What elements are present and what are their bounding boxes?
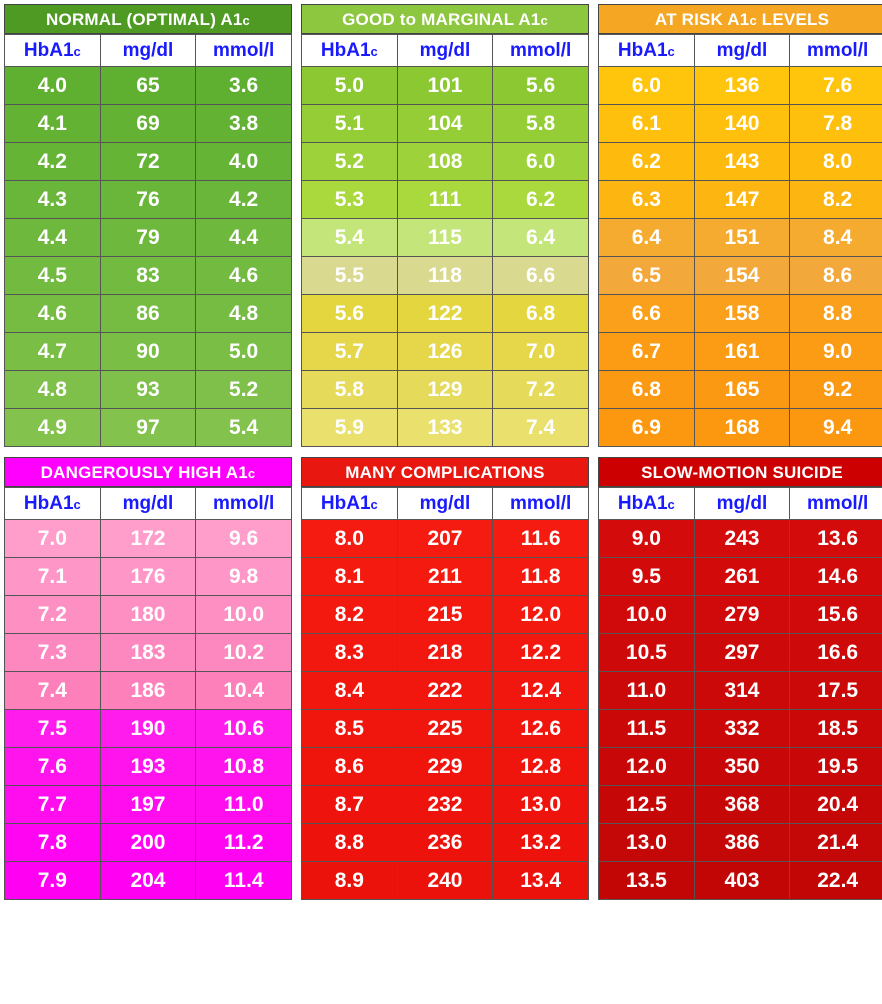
cell-mmol: 11.2: [196, 824, 292, 862]
cell-mmol: 12.4: [493, 672, 589, 710]
cell-a1c: 4.7: [5, 333, 101, 371]
cell-mmol: 12.8: [493, 748, 589, 786]
cell-a1c: 5.6: [302, 295, 398, 333]
cell-mmol: 7.8: [790, 105, 882, 143]
cell-mmol: 6.0: [493, 143, 589, 181]
cell-a1c: 6.5: [599, 257, 695, 295]
cell-mgdl: 72: [100, 143, 196, 181]
table-row: [599, 520, 882, 558]
cell-mgdl: 193: [100, 748, 196, 786]
cell-a1c: 6.6: [599, 295, 695, 333]
cell-mgdl: 165: [694, 371, 790, 409]
cell-mgdl: 222: [397, 672, 493, 710]
cell-mmol: 4.6: [196, 257, 292, 295]
table-row: [5, 862, 292, 900]
cell-mgdl: 229: [397, 748, 493, 786]
cell-a1c: 8.0: [302, 520, 398, 558]
cell-mgdl: 161: [694, 333, 790, 371]
column-header: HbA1c: [5, 488, 101, 520]
cell-mgdl: 368: [694, 786, 790, 824]
cell-a1c: 11.5: [599, 710, 695, 748]
table-row: [302, 143, 589, 181]
cell-mmol: 13.2: [493, 824, 589, 862]
table-header-row: [5, 488, 292, 520]
cell-mgdl: 172: [100, 520, 196, 558]
table-row: [5, 596, 292, 634]
cell-mgdl: 140: [694, 105, 790, 143]
cell-a1c: 6.9: [599, 409, 695, 447]
cell-a1c: 4.3: [5, 181, 101, 219]
table-row: [5, 333, 292, 371]
cell-mgdl: 180: [100, 596, 196, 634]
cell-mmol: 14.6: [790, 558, 882, 596]
cell-mgdl: 136: [694, 67, 790, 105]
cell-a1c: 5.9: [302, 409, 398, 447]
cell-mgdl: 151: [694, 219, 790, 257]
table-row: [599, 672, 882, 710]
table-row: [5, 672, 292, 710]
cell-a1c: 12.0: [599, 748, 695, 786]
cell-a1c: 7.6: [5, 748, 101, 786]
column-header: HbA1c: [599, 35, 695, 67]
cell-mgdl: 218: [397, 634, 493, 672]
table-header-row: [5, 35, 292, 67]
table-row: [302, 596, 589, 634]
table-row: [302, 371, 589, 409]
cell-mmol: 5.2: [196, 371, 292, 409]
table-header-row: [599, 488, 882, 520]
table-row: [599, 143, 882, 181]
cell-a1c: 7.4: [5, 672, 101, 710]
cell-mgdl: 403: [694, 862, 790, 900]
cell-mgdl: 133: [397, 409, 493, 447]
cell-mgdl: 386: [694, 824, 790, 862]
cell-a1c: 8.9: [302, 862, 398, 900]
table-row: [5, 105, 292, 143]
cell-mgdl: 111: [397, 181, 493, 219]
a1c-panel: [301, 4, 589, 447]
cell-mmol: 20.4: [790, 786, 882, 824]
table-row: [5, 634, 292, 672]
cell-mmol: 6.8: [493, 295, 589, 333]
cell-a1c: 10.0: [599, 596, 695, 634]
table-row: [599, 786, 882, 824]
cell-mgdl: 90: [100, 333, 196, 371]
cell-mgdl: 154: [694, 257, 790, 295]
cell-mgdl: 232: [397, 786, 493, 824]
cell-mmol: 15.6: [790, 596, 882, 634]
cell-mgdl: 190: [100, 710, 196, 748]
a1c-table: [598, 34, 882, 447]
table-row: [599, 596, 882, 634]
cell-mgdl: 122: [397, 295, 493, 333]
cell-mmol: 9.2: [790, 371, 882, 409]
column-header: mg/dl: [694, 35, 790, 67]
table-row: [599, 634, 882, 672]
table-row: [302, 333, 589, 371]
cell-mgdl: 176: [100, 558, 196, 596]
cell-a1c: 7.1: [5, 558, 101, 596]
cell-mgdl: 93: [100, 371, 196, 409]
cell-a1c: 12.5: [599, 786, 695, 824]
column-header: HbA1c: [5, 35, 101, 67]
cell-mgdl: 207: [397, 520, 493, 558]
cell-a1c: 8.6: [302, 748, 398, 786]
cell-mmol: 4.0: [196, 143, 292, 181]
cell-mmol: 9.6: [196, 520, 292, 558]
cell-mmol: 4.2: [196, 181, 292, 219]
a1c-panel: [598, 4, 882, 447]
table-row: [599, 748, 882, 786]
table-row: [599, 295, 882, 333]
column-header: mg/dl: [397, 35, 493, 67]
table-row: [599, 409, 882, 447]
cell-a1c: 9.0: [599, 520, 695, 558]
cell-mmol: 11.0: [196, 786, 292, 824]
cell-mgdl: 168: [694, 409, 790, 447]
cell-mmol: 8.4: [790, 219, 882, 257]
cell-mmol: 6.6: [493, 257, 589, 295]
table-row: [5, 786, 292, 824]
cell-mmol: 11.8: [493, 558, 589, 596]
column-header: mmol/l: [493, 488, 589, 520]
cell-mmol: 11.4: [196, 862, 292, 900]
cell-mgdl: 186: [100, 672, 196, 710]
cell-mmol: 22.4: [790, 862, 882, 900]
cell-a1c: 5.7: [302, 333, 398, 371]
cell-a1c: 5.8: [302, 371, 398, 409]
cell-a1c: 6.8: [599, 371, 695, 409]
cell-a1c: 4.1: [5, 105, 101, 143]
table-row: [599, 333, 882, 371]
cell-mmol: 13.0: [493, 786, 589, 824]
cell-mmol: 4.4: [196, 219, 292, 257]
cell-mgdl: 225: [397, 710, 493, 748]
table-row: [5, 143, 292, 181]
cell-a1c: 7.9: [5, 862, 101, 900]
column-header: HbA1c: [302, 35, 398, 67]
cell-mmol: 10.2: [196, 634, 292, 672]
table-row: [599, 181, 882, 219]
cell-mmol: 4.8: [196, 295, 292, 333]
cell-mgdl: 76: [100, 181, 196, 219]
a1c-panel: [301, 457, 589, 900]
cell-a1c: 8.7: [302, 786, 398, 824]
cell-a1c: 8.8: [302, 824, 398, 862]
cell-mgdl: 183: [100, 634, 196, 672]
cell-mgdl: 158: [694, 295, 790, 333]
panel-title: NORMAL (OPTIMAL) A1c: [4, 4, 292, 34]
table-row: [302, 862, 589, 900]
cell-a1c: 7.0: [5, 520, 101, 558]
cell-a1c: 5.1: [302, 105, 398, 143]
cell-a1c: 4.2: [5, 143, 101, 181]
cell-mgdl: 147: [694, 181, 790, 219]
table-row: [302, 520, 589, 558]
cell-mgdl: 261: [694, 558, 790, 596]
cell-a1c: 6.2: [599, 143, 695, 181]
cell-mmol: 18.5: [790, 710, 882, 748]
cell-a1c: 8.1: [302, 558, 398, 596]
table-row: [5, 710, 292, 748]
table-row: [302, 748, 589, 786]
column-header: mg/dl: [100, 488, 196, 520]
cell-mmol: 19.5: [790, 748, 882, 786]
panel-title: MANY COMPLICATIONS: [301, 457, 589, 487]
table-row: [599, 257, 882, 295]
cell-mgdl: 350: [694, 748, 790, 786]
cell-mmol: 7.2: [493, 371, 589, 409]
cell-mmol: 12.6: [493, 710, 589, 748]
cell-mmol: 9.4: [790, 409, 882, 447]
cell-mmol: 10.4: [196, 672, 292, 710]
cell-mgdl: 215: [397, 596, 493, 634]
table-row: [599, 105, 882, 143]
table-row: [302, 786, 589, 824]
cell-mmol: 10.8: [196, 748, 292, 786]
table-row: [599, 862, 882, 900]
a1c-table: [4, 487, 292, 900]
table-row: [5, 67, 292, 105]
a1c-panel: [598, 457, 882, 900]
cell-mgdl: 115: [397, 219, 493, 257]
cell-mgdl: 211: [397, 558, 493, 596]
table-row: [5, 748, 292, 786]
cell-a1c: 5.4: [302, 219, 398, 257]
cell-mgdl: 101: [397, 67, 493, 105]
a1c-table: [598, 487, 882, 900]
cell-mmol: 8.8: [790, 295, 882, 333]
table-header-row: [302, 488, 589, 520]
table-row: [5, 371, 292, 409]
table-row: [302, 672, 589, 710]
cell-a1c: 6.3: [599, 181, 695, 219]
cell-mmol: 21.4: [790, 824, 882, 862]
cell-a1c: 13.5: [599, 862, 695, 900]
cell-mmol: 5.0: [196, 333, 292, 371]
cell-a1c: 7.3: [5, 634, 101, 672]
column-header: mg/dl: [397, 488, 493, 520]
cell-a1c: 4.8: [5, 371, 101, 409]
cell-mgdl: 79: [100, 219, 196, 257]
panel-title: AT RISK A1c LEVELS: [598, 4, 882, 34]
panel-title: DANGEROUSLY HIGH A1c: [4, 457, 292, 487]
table-row: [302, 409, 589, 447]
panel-title: GOOD to MARGINAL A1c: [301, 4, 589, 34]
cell-mmol: 11.6: [493, 520, 589, 558]
cell-mmol: 9.0: [790, 333, 882, 371]
cell-mmol: 5.6: [493, 67, 589, 105]
cell-a1c: 9.5: [599, 558, 695, 596]
cell-mgdl: 243: [694, 520, 790, 558]
cell-mgdl: 314: [694, 672, 790, 710]
cell-a1c: 4.4: [5, 219, 101, 257]
cell-mgdl: 108: [397, 143, 493, 181]
column-header: mg/dl: [694, 488, 790, 520]
cell-a1c: 7.5: [5, 710, 101, 748]
table-row: [302, 219, 589, 257]
column-header: HbA1c: [599, 488, 695, 520]
cell-a1c: 5.3: [302, 181, 398, 219]
table-row: [302, 181, 589, 219]
cell-mgdl: 126: [397, 333, 493, 371]
table-row: [302, 710, 589, 748]
table-row: [599, 219, 882, 257]
table-row: [5, 520, 292, 558]
cell-mgdl: 279: [694, 596, 790, 634]
cell-mmol: 16.6: [790, 634, 882, 672]
table-row: [5, 257, 292, 295]
a1c-table: [301, 487, 589, 900]
cell-mmol: 8.0: [790, 143, 882, 181]
cell-a1c: 6.1: [599, 105, 695, 143]
table-row: [302, 824, 589, 862]
cell-mmol: 9.8: [196, 558, 292, 596]
column-header: mmol/l: [493, 35, 589, 67]
cell-mmol: 12.2: [493, 634, 589, 672]
cell-mgdl: 143: [694, 143, 790, 181]
table-row: [5, 219, 292, 257]
table-row: [599, 558, 882, 596]
cell-mmol: 7.4: [493, 409, 589, 447]
cell-a1c: 8.3: [302, 634, 398, 672]
column-header: mg/dl: [100, 35, 196, 67]
cell-mgdl: 200: [100, 824, 196, 862]
a1c-table: [4, 34, 292, 447]
cell-mmol: 10.6: [196, 710, 292, 748]
cell-a1c: 4.0: [5, 67, 101, 105]
column-header: mmol/l: [196, 488, 292, 520]
cell-a1c: 6.0: [599, 67, 695, 105]
cell-mgdl: 129: [397, 371, 493, 409]
column-header: mmol/l: [790, 35, 882, 67]
cell-mgdl: 332: [694, 710, 790, 748]
table-row: [302, 634, 589, 672]
panel-title: SLOW-MOTION SUICIDE: [598, 457, 882, 487]
cell-mmol: 12.0: [493, 596, 589, 634]
cell-a1c: 13.0: [599, 824, 695, 862]
cell-a1c: 5.5: [302, 257, 398, 295]
cell-mgdl: 297: [694, 634, 790, 672]
cell-mgdl: 118: [397, 257, 493, 295]
cell-mmol: 3.6: [196, 67, 292, 105]
table-header-row: [599, 35, 882, 67]
cell-a1c: 11.0: [599, 672, 695, 710]
cell-a1c: 4.6: [5, 295, 101, 333]
table-row: [599, 824, 882, 862]
cell-mmol: 8.2: [790, 181, 882, 219]
cell-mmol: 13.6: [790, 520, 882, 558]
cell-mmol: 17.5: [790, 672, 882, 710]
cell-mmol: 6.4: [493, 219, 589, 257]
cell-a1c: 10.5: [599, 634, 695, 672]
cell-mgdl: 236: [397, 824, 493, 862]
cell-mgdl: 86: [100, 295, 196, 333]
table-row: [599, 371, 882, 409]
table-row: [5, 181, 292, 219]
cell-a1c: 4.9: [5, 409, 101, 447]
cell-mmol: 5.8: [493, 105, 589, 143]
table-row: [302, 67, 589, 105]
cell-mgdl: 204: [100, 862, 196, 900]
column-header: mmol/l: [790, 488, 882, 520]
table-row: [302, 558, 589, 596]
cell-mgdl: 97: [100, 409, 196, 447]
cell-mgdl: 69: [100, 105, 196, 143]
cell-a1c: 6.4: [599, 219, 695, 257]
table-row: [302, 257, 589, 295]
cell-mmol: 10.0: [196, 596, 292, 634]
cell-a1c: 7.7: [5, 786, 101, 824]
a1c-table: [301, 34, 589, 447]
cell-a1c: 6.7: [599, 333, 695, 371]
cell-mmol: 3.8: [196, 105, 292, 143]
table-row: [599, 67, 882, 105]
cell-mgdl: 83: [100, 257, 196, 295]
cell-a1c: 4.5: [5, 257, 101, 295]
table-row: [302, 105, 589, 143]
cell-mmol: 8.6: [790, 257, 882, 295]
cell-mgdl: 197: [100, 786, 196, 824]
cell-mmol: 7.0: [493, 333, 589, 371]
table-row: [5, 558, 292, 596]
table-row: [5, 409, 292, 447]
cell-mmol: 13.4: [493, 862, 589, 900]
a1c-panel: [4, 4, 292, 447]
cell-a1c: 7.2: [5, 596, 101, 634]
cell-mmol: 6.2: [493, 181, 589, 219]
cell-mgdl: 240: [397, 862, 493, 900]
cell-mmol: 5.4: [196, 409, 292, 447]
cell-a1c: 7.8: [5, 824, 101, 862]
cell-a1c: 5.2: [302, 143, 398, 181]
cell-a1c: 8.5: [302, 710, 398, 748]
cell-mmol: 7.6: [790, 67, 882, 105]
table-row: [5, 824, 292, 862]
table-row: [302, 295, 589, 333]
cell-a1c: 5.0: [302, 67, 398, 105]
cell-mgdl: 65: [100, 67, 196, 105]
table-row: [5, 295, 292, 333]
column-header: mmol/l: [196, 35, 292, 67]
table-header-row: [302, 35, 589, 67]
table-row: [599, 710, 882, 748]
cell-a1c: 8.2: [302, 596, 398, 634]
cell-mgdl: 104: [397, 105, 493, 143]
column-header: HbA1c: [302, 488, 398, 520]
cell-a1c: 8.4: [302, 672, 398, 710]
a1c-panel: [4, 457, 292, 900]
